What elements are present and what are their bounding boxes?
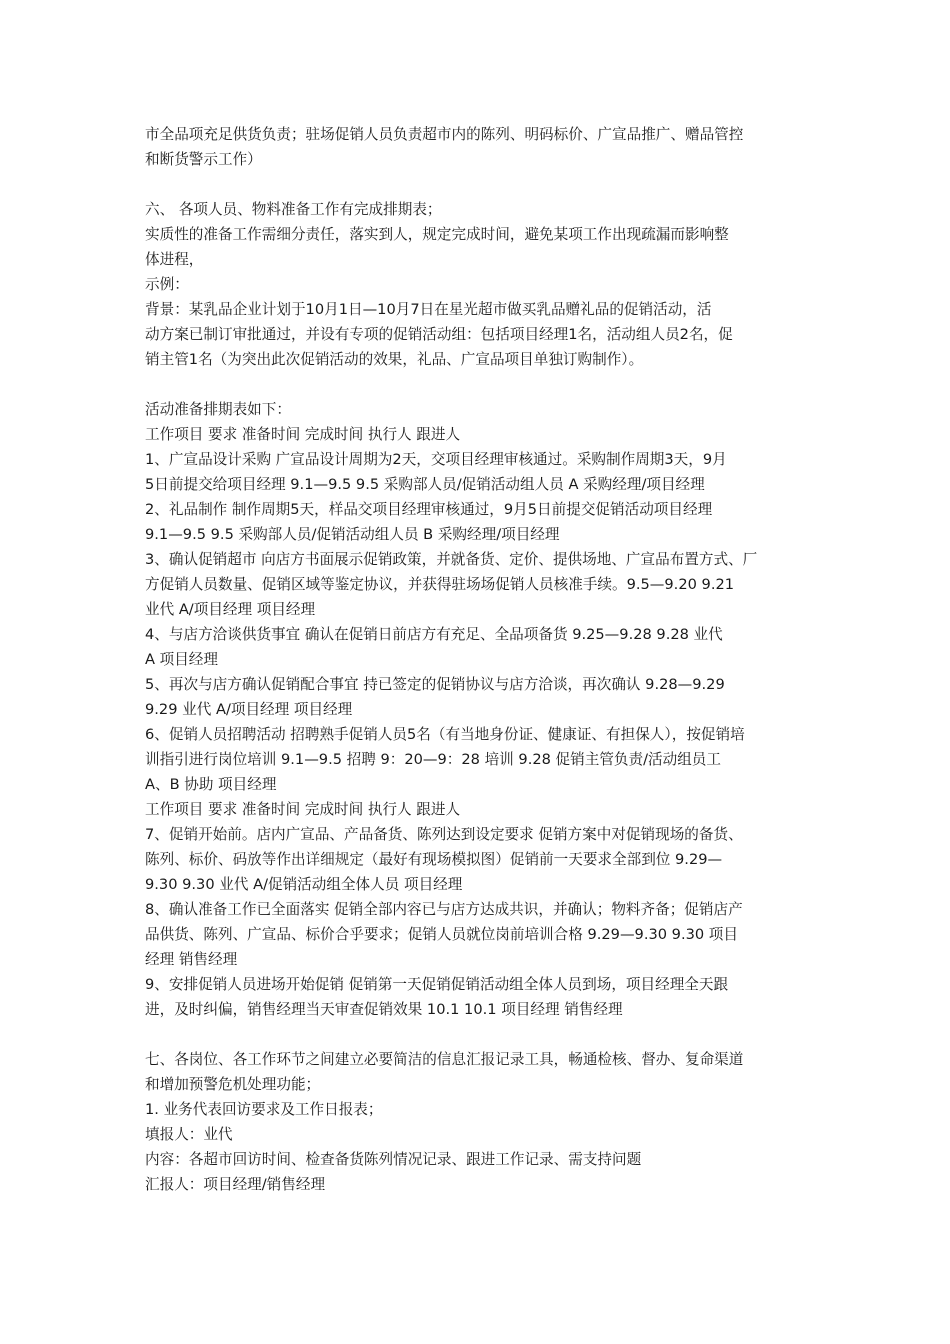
text-line: 和断货警示工作） bbox=[145, 151, 262, 168]
text-line: 工作项目 要求 准备时间 完成时间 执行人 跟进人 bbox=[145, 426, 461, 443]
text-line: 3、确认促销超市 向店方书面展示促销政策，并就备货、定价、提供场地、广宣品布置方式、厂 bbox=[145, 551, 758, 568]
text-line: 活动准备排期表如下： bbox=[145, 401, 291, 418]
text-line: 9.29 业代 A/项目经理 项目经理 bbox=[145, 701, 353, 718]
text-line: 9.30 9.30 业代 A/促销活动组全体人员 项目经理 bbox=[145, 876, 463, 893]
blank-line bbox=[145, 372, 813, 397]
text-line: 实质性的准备工作需细分责任，落实到人，规定完成时间，避免某项工作出现疏漏而影响整 bbox=[145, 226, 729, 243]
text-line: 七、各岗位、各工作环节之间建立必要简洁的信息汇报记录工具，畅通检核、督办、复命渠道 bbox=[145, 1051, 744, 1068]
text-line: A 项目经理 bbox=[145, 651, 218, 668]
text-line: 陈列、标价、码放等作出详细规定（最好有现场模拟图）促销前一天要求全部到位 9.29— bbox=[145, 851, 723, 868]
text-line: 示例： bbox=[145, 276, 189, 293]
text-line: 9、安排促销人员进场开始促销 促销第一天促销促销活动组全体人员到场，项目经理全天跟 bbox=[145, 976, 729, 993]
text-line: 9.1—9.5 9.5 采购部人员/促销活动组人员 B 采购经理/项目经理 bbox=[145, 526, 560, 543]
text-line: 8、确认准备工作已全面落实 促销全部内容已与店方达成共识，并确认；物料齐备；促销店产 bbox=[145, 901, 743, 918]
text-line: 内容：各超市回访时间、检查备货陈列情况记录、跟进工作记录、需支持问题 bbox=[145, 1151, 642, 1168]
text-line: 体进程， bbox=[145, 251, 204, 268]
text-line: 进，及时纠偏，销售经理当天审查促销效果 10.1 10.1 项目经理 销售经理 bbox=[145, 1001, 623, 1018]
text-line: 填报人：业代 bbox=[145, 1126, 233, 1143]
blank-line bbox=[145, 1022, 813, 1047]
blank-line bbox=[145, 172, 813, 197]
text-line: 方促销人员数量、促销区域等鉴定协议，并获得驻场场促销人员核准手续。9.5—9.20 9.21 bbox=[145, 576, 735, 593]
text-line: A、B 协助 项目经理 bbox=[145, 776, 277, 793]
text-line: 5日前提交给项目经理 9.1—9.5 9.5 采购部人员/促销活动组人员 A 采购经理/项目经理 bbox=[145, 476, 705, 493]
text-line: 1、广宣品设计采购 广宣品设计周期为2天，交项目经理审核通过。采购制作周期3天，9月 bbox=[145, 451, 727, 468]
text-line: 销主管1名（为突出此次促销活动的效果，礼品、广宣品项目单独订购制作）。 bbox=[145, 351, 644, 368]
text-line: 市全品项充足供货负责；驻场促销人员负责超市内的陈列、明码标价、广宣品推广、赠品管控 bbox=[145, 126, 744, 143]
text-line: 业代 A/项目经理 项目经理 bbox=[145, 601, 316, 618]
text-line: 工作项目 要求 准备时间 完成时间 执行人 跟进人 bbox=[145, 801, 461, 818]
text-line: 7、促销开始前。店内广宣品、产品备货、陈列达到设定要求 促销方案中对促销现场的备货、 bbox=[145, 826, 743, 843]
text-line: 和增加预警危机处理功能； bbox=[145, 1076, 321, 1093]
text-line: 汇报人：项目经理/销售经理 bbox=[145, 1176, 326, 1193]
text-line: 六、 各项人员、物料准备工作有完成排期表； bbox=[145, 201, 442, 218]
text-line: 2、礼品制作 制作周期5天，样品交项目经理审核通过，9月5日前提交促销活动项目经理 bbox=[145, 501, 713, 518]
text-line: 6、促销人员招聘活动 招聘熟手促销人员5名（有当地身份证、健康证、有担保人），按促销培 bbox=[145, 726, 745, 743]
text-line: 1. 业务代表回访要求及工作日报表； bbox=[145, 1101, 383, 1118]
text-line: 品供货、陈列、广宣品、标价合乎要求；促销人员就位岗前培训合格 9.29—9.30 9.30 项目 bbox=[145, 926, 738, 943]
text-line: 5、再次与店方确认促销配合事宜 持已签定的促销协议与店方洽谈，再次确认 9.28—9.29 bbox=[145, 676, 725, 693]
text-line: 背景：某乳品企业计划于10月1日—10月7日在星光超市做买乳品赠礼品的促销活动，活 bbox=[145, 301, 712, 318]
text-line: 训指引进行岗位培训 9.1—9.5 招聘 9：20—9：28 培训 9.28 促销主管负责/活动组员工 bbox=[145, 751, 721, 768]
text-line: 4、与店方洽谈供货事宜 确认在促销日前店方有充足、全品项备货 9.25—9.28 9.28 业代 bbox=[145, 626, 723, 643]
text-line: 经理 销售经理 bbox=[145, 951, 238, 968]
text-line: 动方案已制订审批通过，并设有专项的促销活动组：包括项目经理1名，活动组人员2名，促 bbox=[145, 326, 733, 343]
document-page bbox=[145, 122, 813, 1197]
